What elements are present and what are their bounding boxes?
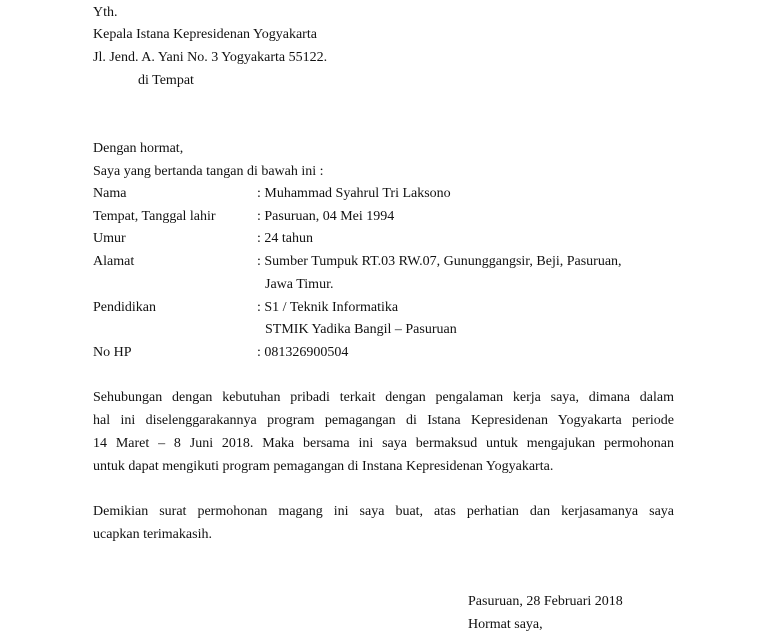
- recipient-name: Kepala Istana Kepresidenan Yogyakarta: [93, 27, 317, 42]
- field-value-alamat-cont: Jawa Timur.: [265, 277, 334, 292]
- closing-line: ucapkan terimakasih.: [93, 527, 212, 542]
- closing-paragraph: [93, 500, 674, 546]
- field-label-hp: No HP: [93, 345, 132, 360]
- field-value-alamat: : Sumber Tumpuk RT.03 RW.07, Gununggangsir, Beji, Pasuruan,: [257, 254, 622, 269]
- signature-closing: Hormat saya,: [468, 617, 543, 632]
- field-value-pendidikan-cont: STMIK Yadika Bangil – Pasuruan: [265, 322, 457, 337]
- recipient-salutation: Yth.: [93, 5, 118, 20]
- intro-text: Saya yang bertanda tangan di bawah ini :: [93, 164, 324, 179]
- field-label-pendidikan: Pendidikan: [93, 300, 156, 315]
- field-value-hp: : 081326900504: [257, 345, 349, 360]
- field-value-pendidikan: : S1 / Teknik Informatika: [257, 300, 399, 315]
- field-label-ttl: Tempat, Tanggal lahir: [93, 209, 216, 224]
- recipient-address: Jl. Jend. A. Yani No. 3 Yogyakarta 55122.: [93, 50, 328, 65]
- body-line: untuk dapat mengikuti program pemagangan di Instana Kepresidenan Yogyakarta.: [93, 459, 554, 474]
- greeting: Dengan hormat,: [93, 141, 184, 156]
- signature-place-date: Pasuruan, 28 Februari 2018: [468, 594, 623, 609]
- body-line: Sehubungan dengan kebutuhan pribadi terkait dengan pengalaman kerja saya, dimana dalam: [93, 390, 674, 405]
- field-value-nama: : Muhammad Syahrul Tri Laksono: [257, 186, 451, 201]
- field-label-nama: Nama: [93, 186, 127, 201]
- body-paragraph: [93, 386, 674, 478]
- field-value-ttl: : Pasuruan, 04 Mei 1994: [257, 209, 395, 224]
- body-line: 14 Maret – 8 Juni 2018. Maka bersama ini saya bermaksud untuk mengajukan permohonan: [93, 436, 674, 451]
- field-label-alamat: Alamat: [93, 254, 135, 269]
- recipient-location: di Tempat: [138, 73, 194, 88]
- closing-line: Demikian surat permohonan magang ini saya buat, atas perhatian dan kerjasamanya saya: [93, 504, 674, 519]
- field-label-umur: Umur: [93, 231, 126, 246]
- field-value-umur: : 24 tahun: [257, 231, 313, 246]
- body-line: hal ini diselenggarakannya program pemagangan di Istana Kepresidenan Yogyakarta periode: [93, 413, 674, 428]
